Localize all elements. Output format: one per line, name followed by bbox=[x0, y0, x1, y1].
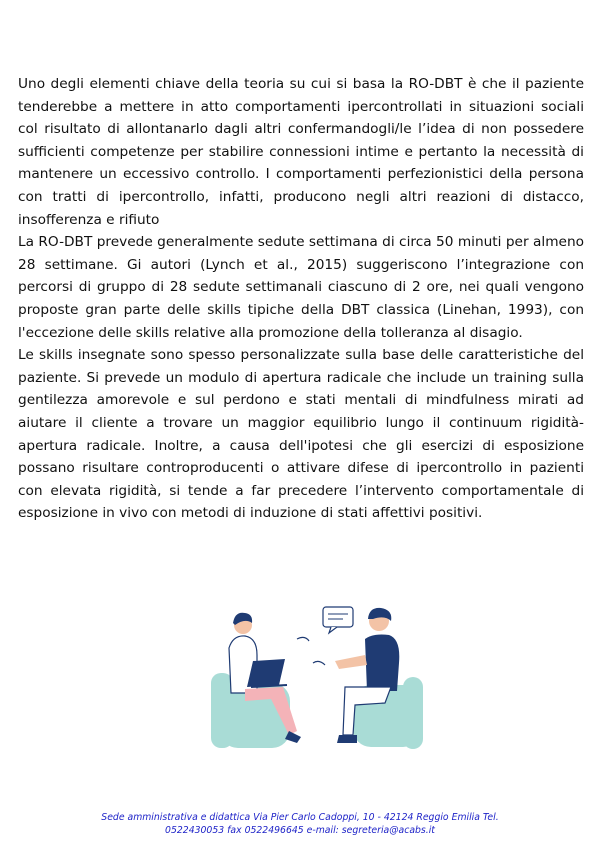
paragraph-3: Le skills insegnate sono spesso personalizzate sulla base delle caratteristiche del paziente. Si prevede un modulo di apertura radicale che include un training sulla gentilezza amorevole e sul perdono e stati mentali di mindfulness mirati ad aiutare il cliente a trovare un maggior equilibrio lungo il continuum rigidità-apertura radicale. Inoltre, a causa dell'ipotesi che gli esercizi di esposizione possano risultare controproducenti o attivare difese di ipercontrollo in pazienti con elevata rigidità, si tende a far precedere l’intervento comportamentale di esposizione in vivo con metodi di induzione di stati affettivi positivi. bbox=[18, 347, 584, 522]
speech-bubble bbox=[323, 607, 353, 627]
paragraph-1: Uno degli elementi chiave della teoria su cui si basa la RO-DBT è che il paziente tenderebbe a mettere in atto comportamenti ipercontrollati in situazioni sociali col risultato di allontanarlo dagli altri confermandogli/le l’idea di non possedere sufficienti competenze per stabilire connessioni intime e pertanto la necessità di mantenere un eccessivo controllo. I comportamenti perfezionistici della persona con tratti di ipercontrollo, infatti, producono negli altri reazioni di distacco, insofferenza e rifiuto bbox=[18, 76, 584, 228]
laptop bbox=[247, 659, 285, 687]
footer-address: Sede amministrativa e didattica Via Pier Carlo Cadoppi, 10 - 42124 Reggio Emilia Tel. bbox=[101, 812, 499, 823]
paragraph-2: La RO-DBT prevede generalmente sedute settimana di circa 50 minuti per almeno 28 settimane. Gi autori (Lynch et al., 2015) suggeriscono l’integrazione con percorsi di gruppo di 28 sedute settimanali ciascuno di 2 ore, nei quali vengono proposte gran parte delle skills tipiche della DBT classica (Linehan, 1993), con l'eccezione delle skills relative alla promozione della tolleranza al disagio. bbox=[18, 234, 584, 341]
therapy-session-illustration bbox=[205, 603, 425, 753]
footer-contacts: 0522430053 fax 0522496645 e-mail: segreteria@acabs.it bbox=[165, 825, 435, 836]
patient-body bbox=[365, 635, 399, 692]
footer bbox=[60, 811, 540, 837]
body-text bbox=[18, 73, 584, 525]
